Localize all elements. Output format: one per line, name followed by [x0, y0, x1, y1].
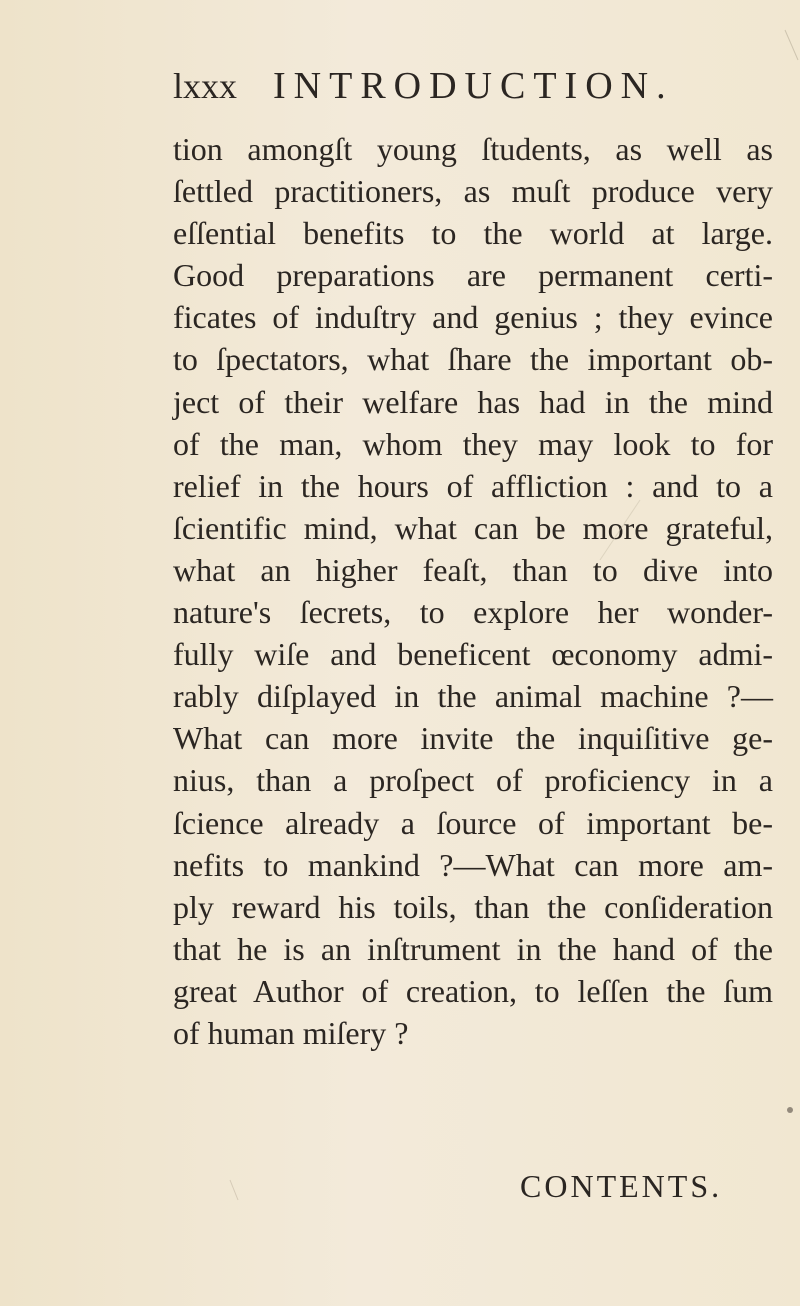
text-line: that he is an inſtrument in the hand of the	[173, 930, 773, 967]
text-line: nature's ſecrets, to explore her wonder-	[173, 594, 773, 631]
text-line: ficates of induſtry and genius ; they evince	[173, 299, 773, 336]
text-line: ply reward his toils, than the conſideration	[173, 888, 773, 925]
text-line: fully wiſe and beneficent œconomy admi-	[173, 636, 773, 673]
text-line: relief in the hours of affliction : and to a	[173, 467, 773, 504]
text-line: great Author of creation, to leſſen the ſum	[173, 972, 773, 1009]
text-line: of human miſery ?	[173, 1014, 409, 1051]
text-line: what an higher feaſt, than to dive into	[173, 551, 773, 588]
text-line: nius, than a proſpect of proficiency in a	[173, 762, 773, 799]
running-head: INTRODUCTION.	[273, 65, 674, 107]
body-text	[173, 128, 773, 1054]
page-header	[173, 64, 674, 114]
text-line: tion amongſt young ſtudents, as well as	[173, 131, 773, 167]
text-line: ſcientific mind, what can be more grateful,	[173, 509, 773, 546]
text-line: rably diſplayed in the animal machine ?—	[173, 678, 773, 715]
text-line: nefits to mankind ?—What can more am-	[173, 846, 773, 883]
text-line: ſettled practitioners, as muſt produce very	[173, 173, 773, 210]
text-line: ſcience already a ſource of important be-	[173, 804, 773, 841]
catchword: CONTENTS.	[520, 1168, 723, 1204]
page-number: lxxx	[173, 66, 238, 106]
text-line: What can more invite the inquiſitive ge-	[173, 720, 773, 757]
text-line: of the man, whom they may look to for	[173, 425, 773, 462]
text-line: to ſpectators, what ſhare the important ob-	[173, 341, 773, 378]
text-line: eſſential benefits to the world at large.	[173, 215, 773, 252]
text-line: ject of their welfare has had in the mind	[173, 383, 773, 420]
text-line: Good preparations are permanent certi-	[173, 257, 773, 294]
